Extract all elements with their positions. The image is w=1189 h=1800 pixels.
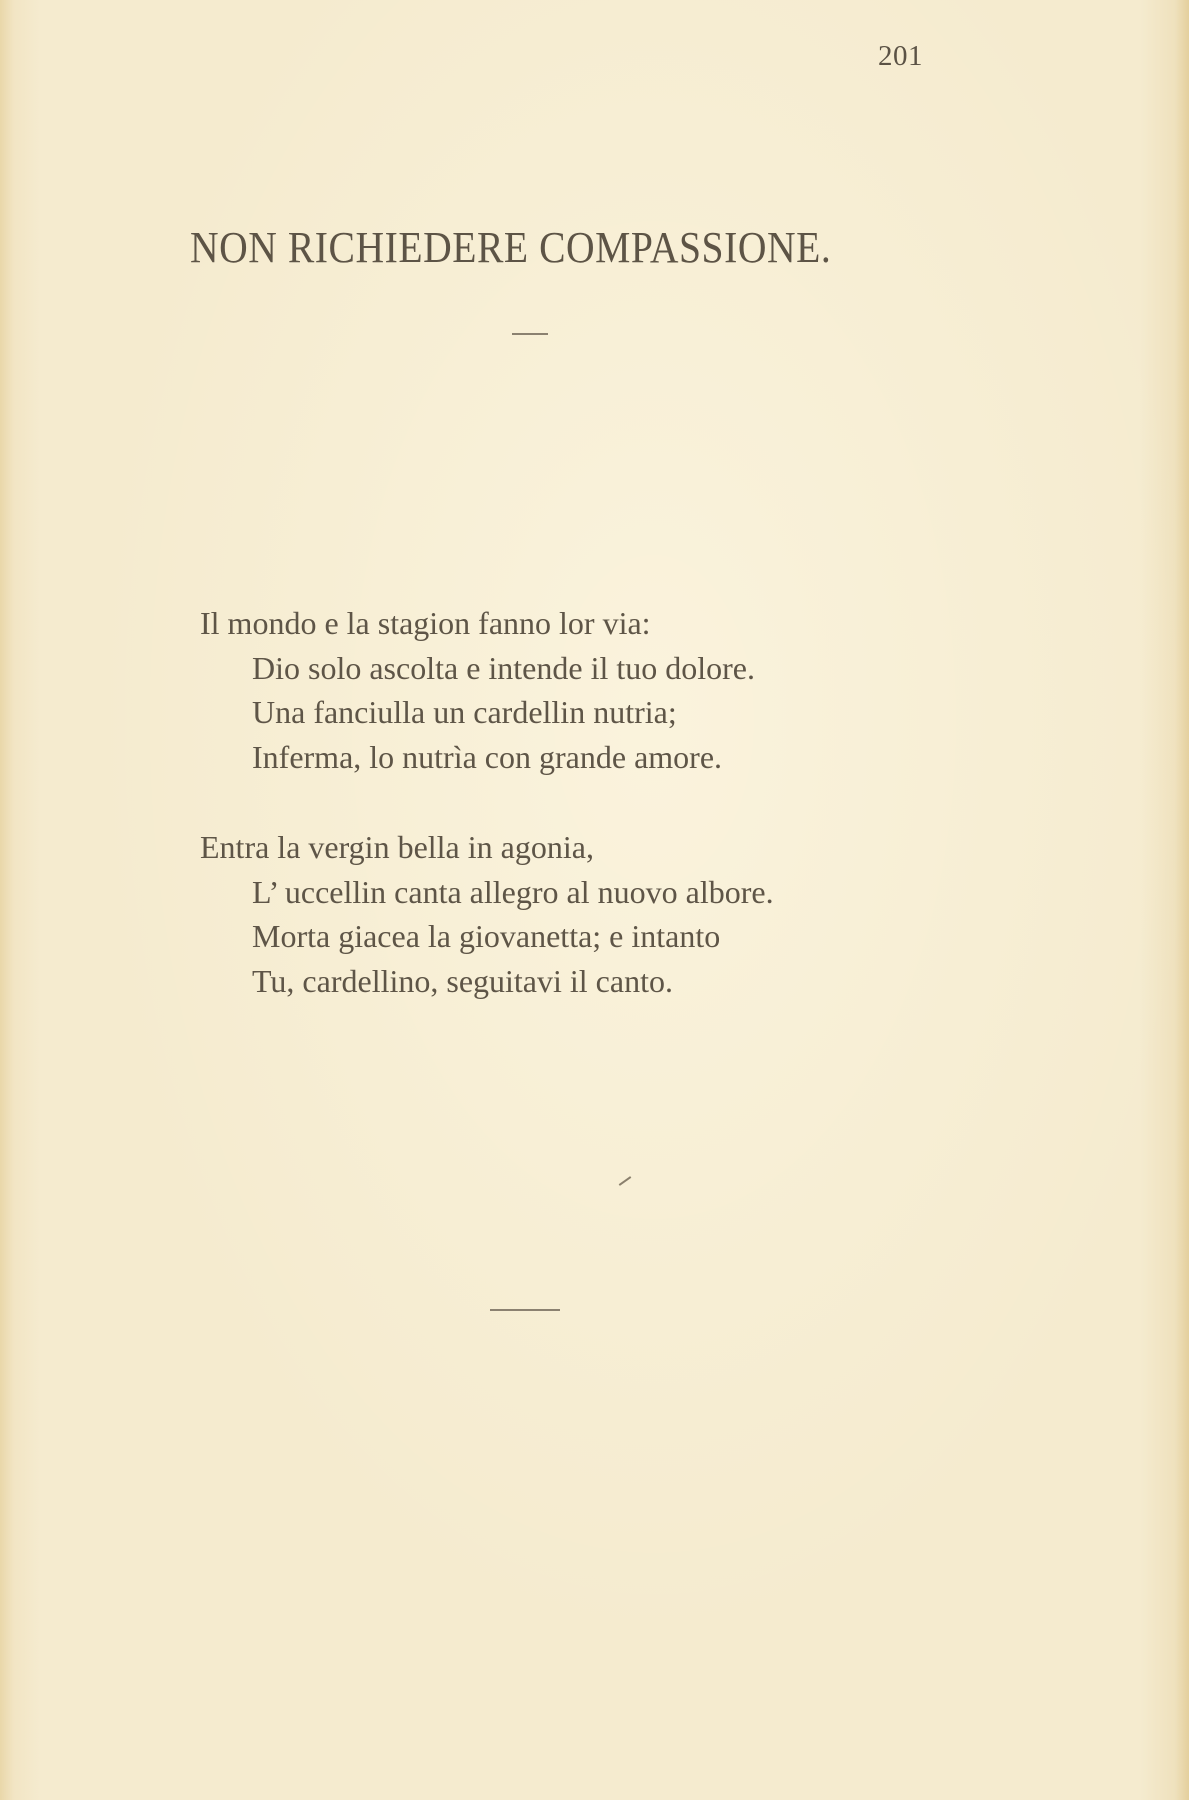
- page-number: 201: [878, 40, 923, 72]
- ink-speck: [619, 1176, 632, 1186]
- verse-line: L’ uccellin canta allegro al nuovo albore.: [252, 873, 774, 910]
- verse-line: Morta giacea la giovanetta; e intanto: [252, 918, 721, 954]
- verse-line: Entra la vergin bella in agonia,: [200, 829, 594, 865]
- stanza-2: [200, 825, 980, 1003]
- title-separator: [512, 333, 548, 335]
- verse-line: Una fanciulla un cardellin nutria;: [252, 694, 677, 730]
- end-rule: [490, 1309, 560, 1311]
- verse-line: Inferma, lo nutrìa con grande amore.: [252, 738, 723, 775]
- poem-title: NON RICHIEDERE COMPASSIONE.: [190, 223, 832, 272]
- verse-line: Tu, cardellino, seguitavi il canto.: [252, 962, 673, 999]
- verse-line: Il mondo e la stagion fanno lor via:: [200, 605, 651, 641]
- verse-line: Dio solo ascolta e intende il tuo dolore.: [252, 649, 755, 686]
- stanza-1: [200, 601, 980, 779]
